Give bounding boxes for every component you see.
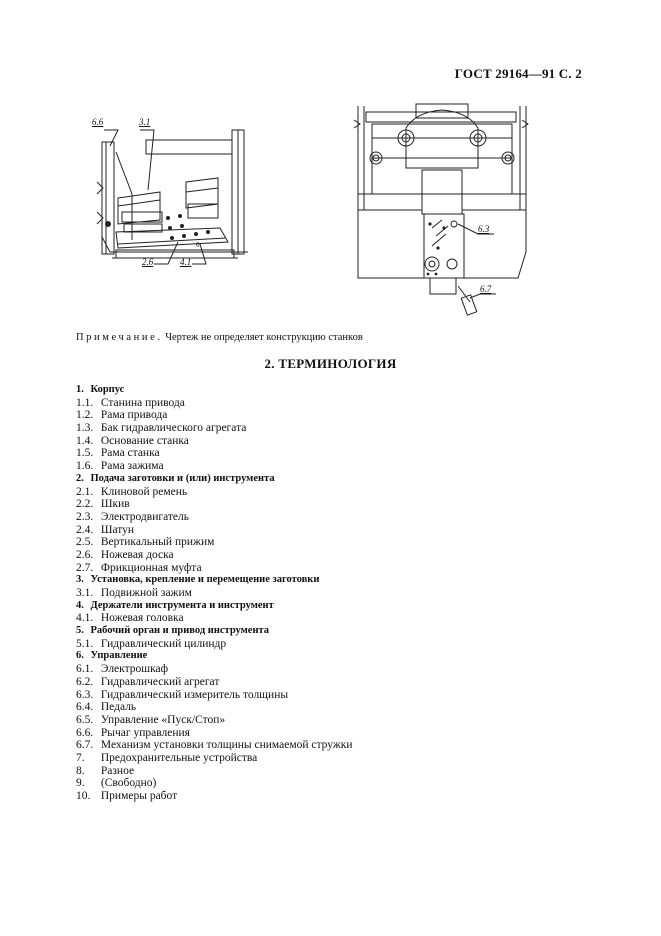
term-number: 2.6.: [76, 548, 94, 561]
term-text: Разное: [100, 764, 135, 777]
term-item: [76, 790, 596, 803]
term-item: [76, 689, 596, 702]
callout-3-1: 3.1: [139, 117, 151, 127]
drawing-note: [76, 332, 363, 343]
plate-marker: 6: [196, 241, 200, 249]
term-number: 9.: [76, 777, 85, 790]
term-item: [76, 663, 596, 676]
section-title: 2. ТЕРМИНОЛОГИЯ: [264, 356, 397, 371]
term-number: 6.: [76, 650, 84, 662]
term-text: Гидравлический цилиндр: [100, 637, 227, 650]
term-number: 4.1.: [76, 612, 94, 625]
term-text: Вертикальный прижим: [100, 536, 215, 549]
term-item: [76, 600, 596, 613]
term-number: 6.4.: [76, 701, 94, 714]
term-text: Рабочий орган и привод инструмента: [90, 625, 270, 637]
term-number: 2.: [76, 472, 84, 484]
term-number: 2.2.: [76, 498, 94, 511]
term-item: [76, 739, 596, 752]
term-text: Держатели инструмента и инструмент: [90, 599, 274, 611]
term-number: 6.7.: [76, 739, 94, 752]
term-number: 1.5.: [76, 447, 94, 460]
term-item: [76, 549, 596, 562]
note-text: Чертеж не определяет конструкцию станков: [165, 332, 363, 343]
term-item: [76, 460, 596, 473]
callout-6-3: 6.3: [478, 224, 490, 234]
term-text: Гидравлический измеритель толщины: [100, 688, 289, 701]
term-number: 1.3.: [76, 422, 94, 435]
term-number: 3.1.: [76, 587, 94, 599]
term-item: [76, 612, 596, 625]
term-text: Станина привода: [100, 396, 185, 409]
term-number: 2.3.: [76, 510, 94, 523]
term-item: [76, 638, 596, 651]
term-text: Рычаг управления: [100, 726, 190, 739]
term-text: Педаль: [100, 701, 137, 714]
term-item: [76, 536, 596, 549]
term-text: Ножевая доска: [100, 548, 174, 561]
term-item: [76, 777, 596, 790]
term-number: 2.1.: [76, 485, 94, 498]
term-text: Бак гидравлического агрегата: [100, 422, 247, 435]
term-number: 6.2.: [76, 675, 94, 688]
term-number: 1.4.: [76, 434, 94, 447]
callout-6-7: 6.7: [480, 284, 492, 294]
term-text: Управление: [90, 650, 148, 662]
term-text: Основание станка: [100, 434, 189, 447]
term-item: [76, 422, 596, 435]
term-item: [76, 701, 596, 714]
term-text: Клиновой ремень: [100, 485, 188, 498]
term-number: 4.: [76, 599, 84, 611]
term-text: Примеры работ: [100, 790, 178, 802]
note-prefix: Примечание.: [76, 332, 163, 343]
term-number: 6.1.: [76, 663, 94, 676]
term-item: [76, 676, 596, 689]
term-text: (Свободно): [100, 777, 157, 790]
term-number: 5.: [76, 625, 84, 637]
term-number: 1.: [76, 384, 84, 395]
term-item: [76, 524, 596, 537]
term-number: 1.6.: [76, 460, 94, 473]
term-item: [76, 752, 596, 765]
term-number: 2.5.: [76, 536, 94, 549]
term-text: Ножевая головка: [100, 612, 184, 625]
term-number: 7.: [76, 751, 85, 764]
term-text: Управление «Пуск/Стоп»: [100, 713, 226, 726]
term-number: 6.6.: [76, 726, 94, 739]
term-text: Корпус: [90, 384, 125, 395]
term-text: Шкив: [100, 498, 130, 511]
term-item: [76, 650, 596, 663]
term-text: Установка, крепление и перемещение заготовки: [90, 574, 320, 586]
term-item: [76, 562, 596, 575]
term-text: Подача заготовки и (или) инструмента: [90, 472, 275, 484]
term-number: 3.: [76, 574, 84, 586]
term-number: 8.: [76, 764, 85, 777]
term-item: [76, 727, 596, 740]
term-number: 10.: [76, 790, 91, 802]
term-number: 2.7.: [76, 561, 94, 574]
term-item: [76, 435, 596, 448]
term-item: [76, 447, 596, 460]
term-number: 1.2.: [76, 409, 94, 422]
term-item: [76, 409, 596, 422]
page-header: ГОСТ 29164—91 С. 2: [454, 66, 582, 81]
term-item: [76, 384, 596, 397]
term-text: Фрикционная муфта: [100, 561, 202, 574]
term-text: Рама зажима: [100, 460, 164, 473]
term-text: Шатун: [100, 523, 135, 536]
term-number: 5.1.: [76, 637, 94, 650]
callout-4-1: 4.1: [180, 257, 192, 267]
term-text: Рама станка: [100, 447, 160, 460]
term-number: 6.3.: [76, 688, 94, 701]
term-item: [76, 765, 596, 778]
term-item: [76, 714, 596, 727]
term-text: Механизм установки толщины снимаемой стружки: [100, 739, 353, 752]
term-item: [76, 486, 596, 499]
term-item: [76, 498, 596, 511]
term-number: 2.4.: [76, 523, 94, 536]
callout-2-6: 2.6: [142, 257, 154, 267]
terminology-list: [76, 384, 596, 803]
term-number: 6.5.: [76, 713, 94, 726]
term-item: [76, 473, 596, 486]
term-number: 1.1.: [76, 396, 94, 409]
figure-left-drawing: [88, 112, 260, 272]
term-item: [76, 511, 596, 524]
term-text: Гидравлический агрегат: [100, 675, 220, 688]
term-text: Рама привода: [100, 409, 168, 422]
term-item: [76, 587, 596, 600]
term-text: Электрошкаф: [100, 663, 169, 676]
term-text: Предохранительные устройства: [100, 751, 258, 764]
term-item: [76, 397, 596, 410]
term-item: [76, 574, 596, 587]
term-text: Электродвигатель: [100, 510, 190, 523]
callout-6-6: 6.6: [92, 117, 104, 127]
figure-right-drawing: [346, 98, 536, 324]
term-item: [76, 625, 596, 638]
term-text: Подвижной зажим: [100, 587, 192, 599]
